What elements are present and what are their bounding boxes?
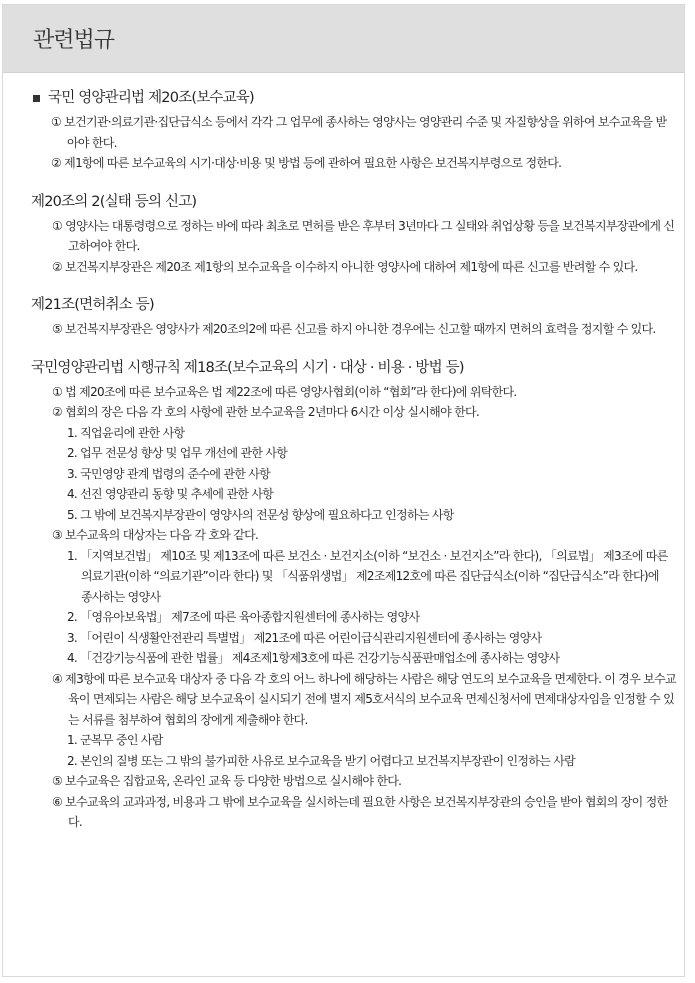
section-title: 제20조의 2(실태 등의 신고) — [31, 193, 197, 210]
related-laws-panel — [2, 4, 685, 977]
section-enforcement-rule-art18 — [31, 357, 684, 833]
paragraph: ④ 제3항에 따른 보수교육 대상자 중 다음 각 호의 어느 하나에 해당하는 사람은 해당 연도의 보수교육을 면제한다. 이 경우 보수교육이 면제되는 사람은 해당 보수교육이 실시되기 전에 별지 제5호서식의 보수교육 면제신청서에 면제대상자임을 인정할 수 있는 서류를 첨부하여 협회의 장에게 제출해야 한다. — [52, 671, 676, 727]
list-item: 1. 「지역보건법」 제10조 및 제13조에 따른 보건소 · 보건지소(이하 “보건소 · 보건지소”라 한다), 「의료법」 제3조에 따른 의료기관(이하 “의료기관”이라 한다) 및 「식품위생법」 제2조제12호에 따른 집단급식소(이하 “집단급식소”라 한다)에 종사하는 영양사 — [67, 548, 668, 604]
section-art21 — [31, 294, 684, 340]
list-item: 3. 국민영양 관계 법령의 준수에 관한 사항 — [67, 466, 271, 481]
paragraph: ② 협회의 장은 다음 각 호의 사항에 관한 보수교육을 2년마다 6시간 이상 실시해야 한다. — [52, 405, 479, 419]
panel-content — [3, 73, 684, 833]
list-item: 4. 선진 영양관리 동향 및 추세에 관한 사항 — [67, 487, 274, 501]
paragraph: ② 보건복지부장관은 제20조 제1항의 보수교육을 이수하지 아니한 영양사에 대하여 제1항에 따른 신고를 반려할 수 있다. — [52, 259, 638, 274]
square-bullet-icon — [33, 95, 40, 102]
list-item: 2. 본인의 질병 또는 그 밖의 불가피한 사유로 보수교육을 받기 어렵다고 보건복지부장관이 인정하는 사람 — [67, 753, 576, 768]
section-nutrition-act-art20 — [31, 87, 684, 174]
list-item: 1. 군복무 중인 사람 — [67, 733, 163, 747]
list-item: 4. 「건강기능식품에 관한 법률」 제4조제1항제3호에 따른 건강기능식품판매업소에 종사하는 영양사 — [67, 651, 560, 665]
paragraph: ② 제1항에 따른 보수교육의 시기·대상·비용 및 방법 등에 관하여 필요한 사항은 보건복지부령으로 정한다. — [51, 156, 562, 170]
section-title: 제21조(면허취소 등) — [31, 297, 154, 313]
paragraph: ⑤ 보수교육은 집합교육, 온라인 교육 등 다양한 방법으로 실시해야 한다. — [52, 774, 402, 788]
paragraph: ⑤ 보건복지부장관은 영양사가 제20조의2에 따른 신고를 하지 아니한 경우에는 신고할 때까지 면허의 효력을 정지할 수 있다. — [52, 322, 656, 336]
paragraph: ③ 보수교육의 대상자는 다음 각 호와 같다. — [52, 528, 259, 542]
paragraph: ① 법 제20조에 따른 보수교육은 법 제22조에 따른 영양사협회(이하 “협회”라 한다)에 위탁한다. — [52, 384, 517, 399]
section-title-text: 국민 영양관리법 제20조(보수교육) — [48, 90, 254, 106]
paragraph: ① 보건기관·의료기관·집단급식소 등에서 각각 그 업무에 종사하는 영양사는 영양관리 수준 및 자질향상을 위하여 보수교육을 받아야 한다. — [51, 115, 667, 150]
paragraph: ⑥ 보수교육의 교과과정, 비용과 그 밖에 보수교육을 실시하는데 필요한 사항은 보건복지부장관의 승인을 받아 협회의 장이 정한다. — [52, 794, 668, 829]
paragraph: ① 영양사는 대통령령으로 정하는 바에 따라 최초로 면허를 받은 후부터 3년마다 그 실태와 취업상황 등을 보건복지부장관에게 신고하여야 한다. — [52, 218, 675, 253]
panel-header — [3, 5, 684, 73]
list-item: 2. 「영유아보육법」 제7조에 따른 육아종합지원센터에 종사하는 영양사 — [67, 610, 420, 624]
section-title — [31, 87, 684, 109]
section-title: 국민영양관리법 시행규칙 제18조(보수교육의 시기 · 대상 · 비용 · 방법 등) — [31, 359, 464, 376]
page-title: 관련법규 — [33, 28, 115, 53]
list-item: 5. 그 밖에 보건복지부장관이 영양사의 전문성 향상에 필요하다고 인정하는 사항 — [67, 507, 454, 522]
section-art20-2 — [31, 191, 684, 278]
list-item: 1. 직업윤리에 관한 사항 — [67, 425, 185, 440]
list-item: 2. 업무 전문성 향상 및 업무 개선에 관한 사항 — [67, 446, 288, 460]
list-item: 3. 「어린이 식생활안전관리 특별법」 제21조에 따른 어린이급식관리지원센터에 종사하는 영양사 — [67, 630, 542, 645]
